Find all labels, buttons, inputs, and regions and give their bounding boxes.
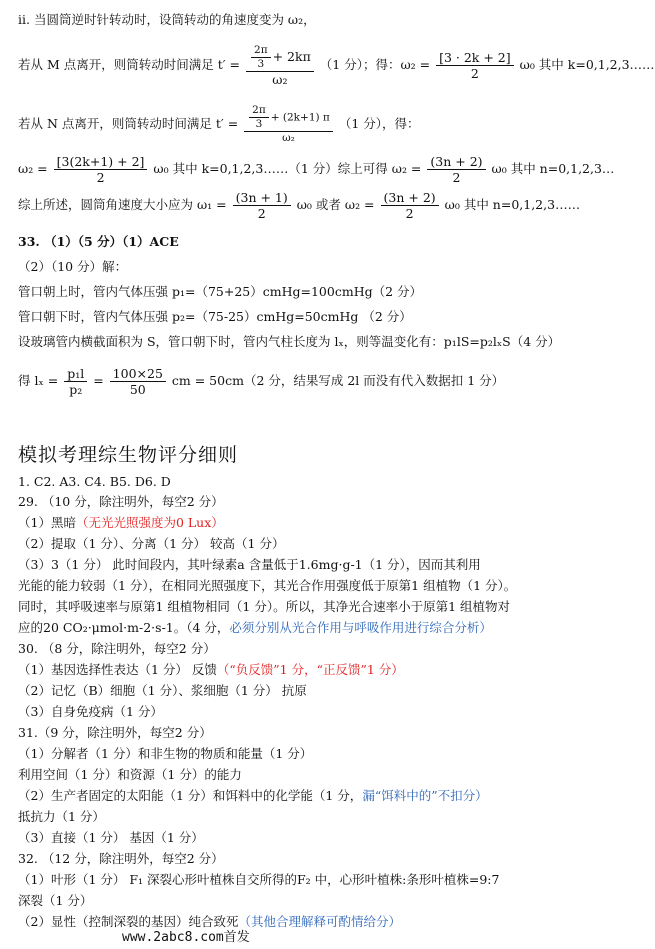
time-fraction-n: $\frac{2\pi}{3}$ + (2k+1) π ω₂ xyxy=(244,104,333,145)
mc-answers: 1. C2. A3. C4. B5. D6. D xyxy=(18,474,171,489)
q29-3a: （3）3（1 分） 此时间段内，其叶绿素a 含量低于1.6mg·g-1（1 分），因而其利用 xyxy=(18,557,481,572)
q31-1b: 利用空间（1 分）和资源（1 分）的能力 xyxy=(18,767,242,782)
q32-1b: 深裂（1 分） xyxy=(18,893,93,908)
physics-line-1: ⅱ. 当圆筒逆时针转动时，设筒转动的角速度变为 ω₂， xyxy=(18,12,316,27)
q31-1: （1）分解者（1 分）和非生物的物质和能量（1 分） xyxy=(18,746,313,761)
q33-title: 33. （1）（5 分）（1）ACE xyxy=(18,234,179,249)
q32-1: （1）叶形（1 分） F₁ 深裂心形叶植株自交所得的F₂ 中，心形叶植株:条形叶植株=9:7 xyxy=(18,872,500,887)
q32-2: （2）显性（控制深裂的基因）纯合致死（其他合理解释可酌情给分） xyxy=(18,914,401,929)
q29-3b: 光能的能力较弱（1 分），在相同光照强度下，其光合作用强度低于原第1 组植物（1 分）。 xyxy=(18,578,517,593)
q31-3: （3）直接（1 分） 基因（1 分） xyxy=(18,830,204,845)
q29-2: （2）提取（1 分）、分离（1 分） 较高（1 分） xyxy=(18,536,285,551)
pressure-down: 管口朝下时，管内气体压强 p₂=（75-25）cmHg=50cmHg （2 分） xyxy=(18,309,412,324)
q33-part2: （2）（10 分）解： xyxy=(18,259,128,274)
q30-2: （2）记忆（B）细胞（1 分）、浆细胞（1 分） 抗原 xyxy=(18,683,307,698)
q29-title: 29. （10 分，除注明外，每空2 分） xyxy=(18,494,224,509)
isothermal-eq: 设玻璃管内横截面积为 S，管口朝下时，管内气柱长度为 lₓ，则等温变化有：p₁lS=p₂lₓS（4 分） xyxy=(18,334,561,349)
q30-1: （1）基因选择性表达（1 分） 反馈（“负反馈”1 分，“正反馈”1 分） xyxy=(18,662,404,677)
q29-3c: 同时，其呼吸速率与原第1 组植物相同（1 分）。所以，其净光合速率小于原第1 组植物对 xyxy=(18,599,511,614)
q31-title: 31.（9 分，除注明外，每空2 分） xyxy=(18,725,212,740)
q31-2: （2）生产者固定的太阳能（1 分）和饵料中的化学能（1 分，漏“饵料中的”不扣分） xyxy=(18,788,488,803)
physics-line-3: 若从 N 点离开，则筒转动时间满足 t′ = $\frac{2\pi}{3}$ + (2k+1) π ω₂ （1 分），得： xyxy=(18,104,420,144)
q30-3: （3）自身免疫病（1 分） xyxy=(18,704,163,719)
q32-title: 32. （12 分，除注明外，每空2 分） xyxy=(18,851,224,866)
q31-2b: 抵抗力（1 分） xyxy=(18,809,105,824)
footer-watermark[interactable]: www.2abc8.com首发 xyxy=(122,930,250,945)
physics-line-2: 若从 M 点离开，则筒转动时间满足 t′ = $\frac{2\pi}{3}$ + 2kπ ω₂ （1 分）；得：ω₂ = $\frac{[3 \cdot 2k + 2]}{2}$ ω₀ 其中 k=0,1,2,3…… xyxy=(18,44,655,87)
length-result: 得 lₓ = $\frac{\text{p₁l}}{\text{p₂}}$ = $\frac{100\times 25}{50}$ cm = 50cm（2 分，结果写成 2l 而没有代入数据扣 1 分） xyxy=(18,366,505,397)
section-heading: 模拟考理综生物评分细则 xyxy=(18,444,239,466)
physics-line-4: ω₂ = $\frac{[3(2k+1) + 2]}{2}$ ω₀ 其中 k=0,1,2,3……（1 分）综上可得 ω₂ = $\frac{(3n + 2)}{2}$ ω₀ 其中 n=0,1,2,3… xyxy=(18,154,615,185)
pressure-up: 管口朝上时，管内气体压强 p₁=（75+25）cmHg=100cmHg（2 分） xyxy=(18,284,423,299)
q30-title: 30. （8 分，除注明外，每空2 分） xyxy=(18,641,216,656)
q29-1: （1）黑暗（无光光照强度为0 Lux） xyxy=(18,515,224,530)
physics-line-5: 综上所述，圆筒角速度大小应为 ω₁ = $\frac{(3n + 1)}{2}$ ω₀ 或者 ω₂ = $\frac{(3n + 2)}{2}$ ω₀ 其中 n=0,1,2,3…… xyxy=(18,190,581,221)
time-fraction-m: $\frac{2\pi}{3}$ + 2kπ ω₂ xyxy=(246,44,314,87)
q29-3d: 应的20 CO₂·μmol·m-2·s-1。（4 分，必须分别从光合作用与呼吸作用进行综合分析） xyxy=(18,620,492,635)
